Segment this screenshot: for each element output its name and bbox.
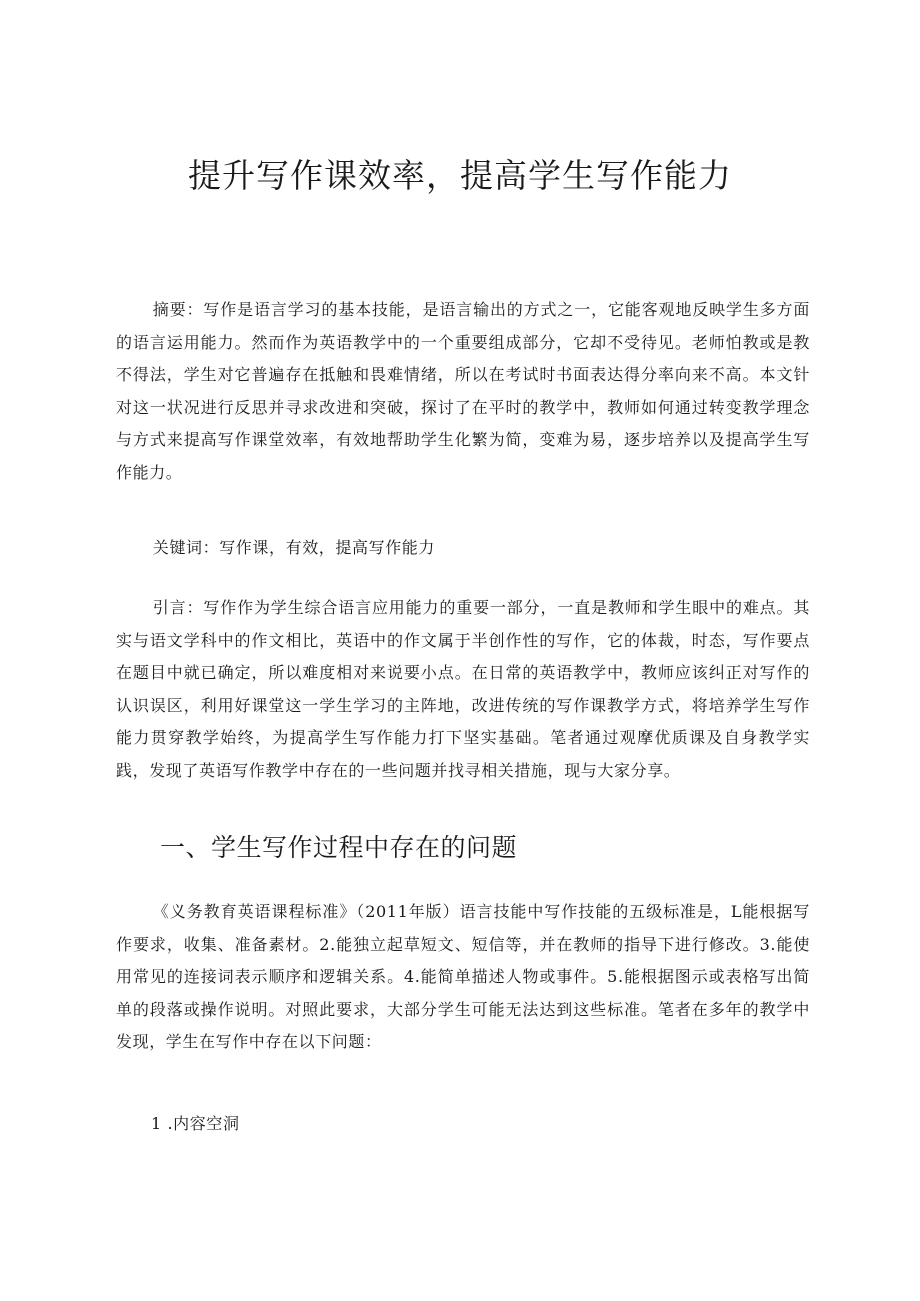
keywords-paragraph [116,532,810,565]
section-paragraph: 《义务教育英语课程标准》（2011年版）语言技能中写作技能的五级标准是，L能根据写作要求，收集、准备素材。2.能独立起草短文、短信等，并在教师的指导下进行修改。3.能使用常见的连接词表示顺序和逻辑关系。4.能简单描述人物或事件。5.能根据图示或表格写出简单的段落或操作说明。对照此要求，大部分学生可能无法达到这些标准。笔者在多年的教学中发现，学生在写作中存在以下问题： [116,902,810,1052]
abstract-text: 写作是语言学习的基本技能，是语言输出的方式之一，它能客观地反映学生多方面的语言运用能力。然而作为英语教学中的一个重要组成部分，它却不受待见。老师怕教或是教不得法，学生对它普遍存在抵触和畏难情绪，所以在考试时书面表达得分率向来不高。本文针对这一状况进行反思并寻求改进和突破，探讨了在平时的教学中，教师如何通过转变教学理念与方式来提高写作课堂效率，有效地帮助学生化繁为简，变难为易，逐步培养以及提高学生写作能力。 [116,300,810,482]
section-heading: 一、学生写作过程中存在的问题 [160,833,518,862]
intro-label: 引言： [152,598,204,617]
section-subheading: 1 .内容空洞 [151,1114,240,1133]
abstract-paragraph [116,294,810,490]
intro-text: 写作作为学生综合语言应用能力的重要一部分，一直是教师和学生眼中的难点。其实与语文学科中的作文相比，英语中的作文属于半创作性的写作，它的体裁，时态，写作要点在题目中就已确定，所以难度相对来说要小点。在日常的英语教学中，教师应该纠正对写作的认识误区，利用好课堂这一学生学习的主阵地，改进传统的写作课教学方式，将培养学生写作能力贯穿教学始终，为提高学生写作能力打下坚实基础。笔者通过观摩优质课及自身教学实践，发现了英语写作教学中存在的一些问题并找寻相关措施，现与大家分享。 [116,598,810,780]
abstract-label: 摘要： [152,300,204,319]
keywords-text: 写作课，有效，提高写作能力 [219,538,436,557]
document-title: 提升写作课效率，提高学生写作能力 [188,156,732,195]
intro-paragraph [116,592,810,788]
keywords-label: 关键词： [152,538,220,557]
